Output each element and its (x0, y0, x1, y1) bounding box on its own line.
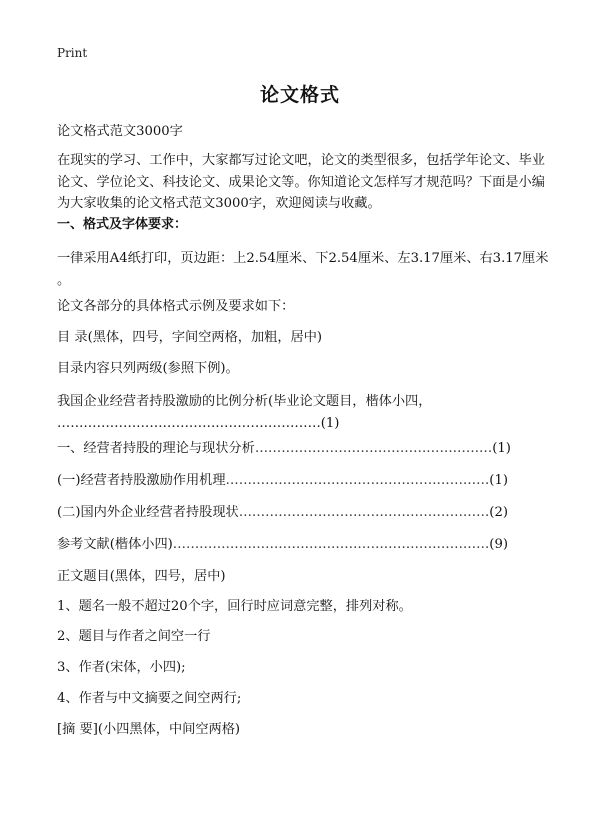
toc-entry-text: (一)经营者持股激励作用机理 (57, 473, 226, 488)
toc-example-title (57, 391, 547, 434)
margins-line-2: 。 (57, 272, 71, 288)
toc-entry-dots: …………………………………………………… (225, 473, 490, 488)
toc-example-title-dots: ……………………………………………………(1) (57, 415, 340, 431)
toc-entry (57, 534, 543, 555)
subtitle: 论文格式范文3000字 (57, 124, 183, 139)
toc-entry-page: (1) (489, 473, 508, 488)
section-heading-format: 一、格式及字体要求： (57, 217, 188, 232)
rule-item: [摘 要](小四黑体，中间空两格) (57, 722, 241, 737)
toc-entry (57, 502, 543, 523)
margins-paragraph (57, 248, 557, 291)
toc-entry-dots: ………………………………………………… (238, 505, 490, 520)
toc-entry-page: (1) (492, 441, 511, 456)
toc-entry-page: (9) (489, 537, 508, 552)
print-label[interactable]: Print (57, 46, 88, 60)
toc-format-note: 目 录(黑体，四号，字间空两格，加粗，居中) (57, 330, 323, 345)
document-title: 论文格式 (259, 84, 340, 106)
toc-levels-note: 目录内容只列两级(参照下例)。 (57, 361, 239, 376)
toc-entry-page: (2) (489, 505, 508, 520)
body-title-format: 正文题目(黑体，四号，居中) (57, 569, 226, 584)
toc-entry (57, 470, 543, 491)
toc-entry-dots: ……………………………………………………………… (172, 537, 490, 552)
toc-entry-text: (二)国内外企业经营者持股现状 (57, 505, 239, 520)
toc-entry-text: 参考文献(楷体小四) (57, 537, 173, 552)
toc-entry-text: 一、经营者持股的理论与现状分析 (57, 441, 255, 456)
toc-entry (57, 438, 543, 459)
intro-paragraph: 在现实的学习、工作中，大家都写过论文吧，论文的类型很多，包括学年论文、毕业论文、学位论文、科技论文、成果论文等。你知道论文怎样写才规范吗？下面是小编为大家收集的论文格式范文3000字，欢迎阅读与收藏。 (57, 153, 545, 211)
rule-item: 1、题名一般不超过20个字，回行时应词意完整，排列对称。 (57, 599, 412, 614)
format-intro: 论文各部分的具体格式示例及要求如下： (57, 299, 295, 314)
rule-item: 3、作者(宋体，小四); (57, 660, 186, 675)
rule-item: 2、题目与作者之间空一行 (57, 629, 211, 644)
toc-example-title-line: 我国企业经营者持股激励的比例分析(毕业论文题目，楷体小四， (57, 394, 432, 409)
margins-line-1: 一律采用A4纸打印，页边距：上2.54厘米、下2.54厘米、左3.17厘米、右3.17厘米 (57, 251, 549, 266)
toc-entry-dots: ……………………………………………… (254, 441, 493, 456)
rule-item: 4、作者与中文摘要之间空两行; (57, 691, 242, 706)
